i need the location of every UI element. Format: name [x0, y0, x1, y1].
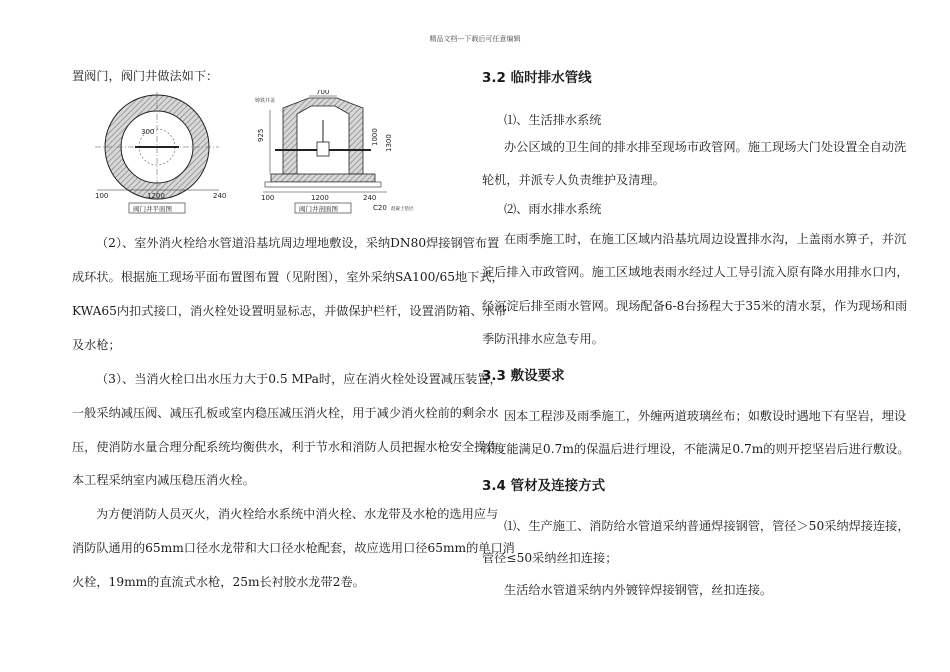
plan-dim-1200: 1200: [147, 192, 165, 200]
s1-line1: 办公区域的卫生间的排水排至现场市政管网。施工现场大门处设置全自动洗: [504, 140, 907, 154]
section-dim-1200: 1200: [311, 194, 329, 202]
plan-caption: 阀门井平面图: [133, 205, 172, 213]
para3-line4: 本工程采纳室内减压稳压消火栓。: [72, 473, 255, 487]
s1-title: ⑴、生活排水系统: [504, 113, 602, 127]
section-dim-700: 700: [316, 90, 330, 96]
section-label-side: 混凝土垫层: [391, 207, 414, 212]
page-header: 精品文档---下载后可任意编辑: [429, 35, 521, 43]
para2-line1: （2）、室外消火栓给水管道沿基坑周边埋地敷设，采纳DN80焊接钢管布置: [96, 236, 500, 250]
s5-line: 生活给水管道采纳内外镀锌焊接钢管，丝扣连接。: [504, 583, 773, 597]
intro-text: 置阀门，阀门井做法如下：: [72, 69, 219, 83]
heading-3-4: 3.4 管材及连接方式: [482, 478, 606, 494]
section-caption: 阀门井剖面图: [299, 205, 338, 213]
para3-line2: 一般采纳减压阀、减压孔板或室内稳压减压消火栓，用于减少消火栓前的剩余水: [72, 406, 499, 420]
s2-line4: 季防汛排水应急专用。: [482, 332, 604, 346]
s1-line2: 轮机，并派专人负责维护及清理。: [482, 173, 665, 187]
para3-line1: （3）、当消火栓口出水压力大于0.5 MPa时，应在消火栓处设置减压装置，: [96, 372, 502, 386]
s2-title: ⑵、雨水排水系统: [504, 202, 602, 216]
para4-line2: 消防队通用的65mm口径水龙带和大口径水枪配套，故应选用口径65mm的单口消: [72, 541, 515, 555]
section-dim-1300: 1300: [385, 134, 393, 152]
section-view: [255, 90, 414, 213]
s2-line2: 淀后排入市政管网。施工区域地表雨水经过人工导引流入原有降水用排水口内，: [482, 265, 909, 279]
plan-dim-100: 100: [95, 192, 109, 200]
para2-line4: 及水枪；: [72, 338, 121, 352]
plan-dim-240: 240: [213, 192, 227, 200]
s2-line3: 经沉淀后排至雨水管网。现场配备6-8台扬程大于35米的清水泵，作为现场和雨: [482, 299, 908, 313]
plan-view: [95, 92, 226, 213]
section-dim-1000: 1000: [371, 128, 379, 146]
para4-line3: 火栓，19mm的直流式水枪，25m长衬胶水龙带2卷。: [72, 575, 365, 589]
s4-line2: 管径≤50采纳丝扣连接；: [482, 551, 618, 565]
para3-line3: 压，使消防水量合理分配系统均衡供水，利于节水和消防人员把握水枪安全操作。: [72, 440, 511, 454]
s4-line1: ⑴、生产施工、消防给水管道采纳普通焊接钢管，管径＞50采纳焊接连接，: [504, 519, 910, 533]
section-label-top: 铸铁井盖: [255, 98, 276, 104]
s3-line1: 因本工程涉及雨季施工，外缠两道玻璃丝布；如敷设时遇地下有坚岩，埋设: [504, 409, 907, 423]
section-dim-925: 925: [257, 128, 265, 142]
s2-line1: 在雨季施工时，在施工区域内沿基坑周边设置排水沟，上盖雨水箅子，并沉: [504, 232, 907, 246]
valve-well-drawing: [95, 90, 455, 215]
para2-line2: 成环状。根据施工现场平面布置图布置（见附图），室外采纳SA100/65地下式，: [72, 270, 504, 284]
s3-line2: 深度能满足0.7m的保温后进行埋设，不能满足0.7m的则开挖坚岩后进行敷设。: [482, 442, 910, 456]
valve-well-figure: [95, 90, 455, 215]
section-dim-100: 100: [261, 194, 275, 202]
heading-3-2: 3.2 临时排水管线: [482, 70, 592, 86]
para4-line1: 为方便消防人员灭火，消火栓给水系统中消火栓、水龙带及水枪的选用应与: [96, 507, 499, 521]
plan-dim-300: 300: [141, 128, 155, 136]
section-dim-240: 240: [363, 194, 377, 202]
para2-line3: KWA65内扣式接口，消火栓处设置明显标志，并做保护栏杆，设置消防箱、水带: [72, 304, 507, 318]
section-dim-c20: C20: [373, 204, 387, 212]
heading-3-3: 3.3 敷设要求: [482, 368, 565, 384]
